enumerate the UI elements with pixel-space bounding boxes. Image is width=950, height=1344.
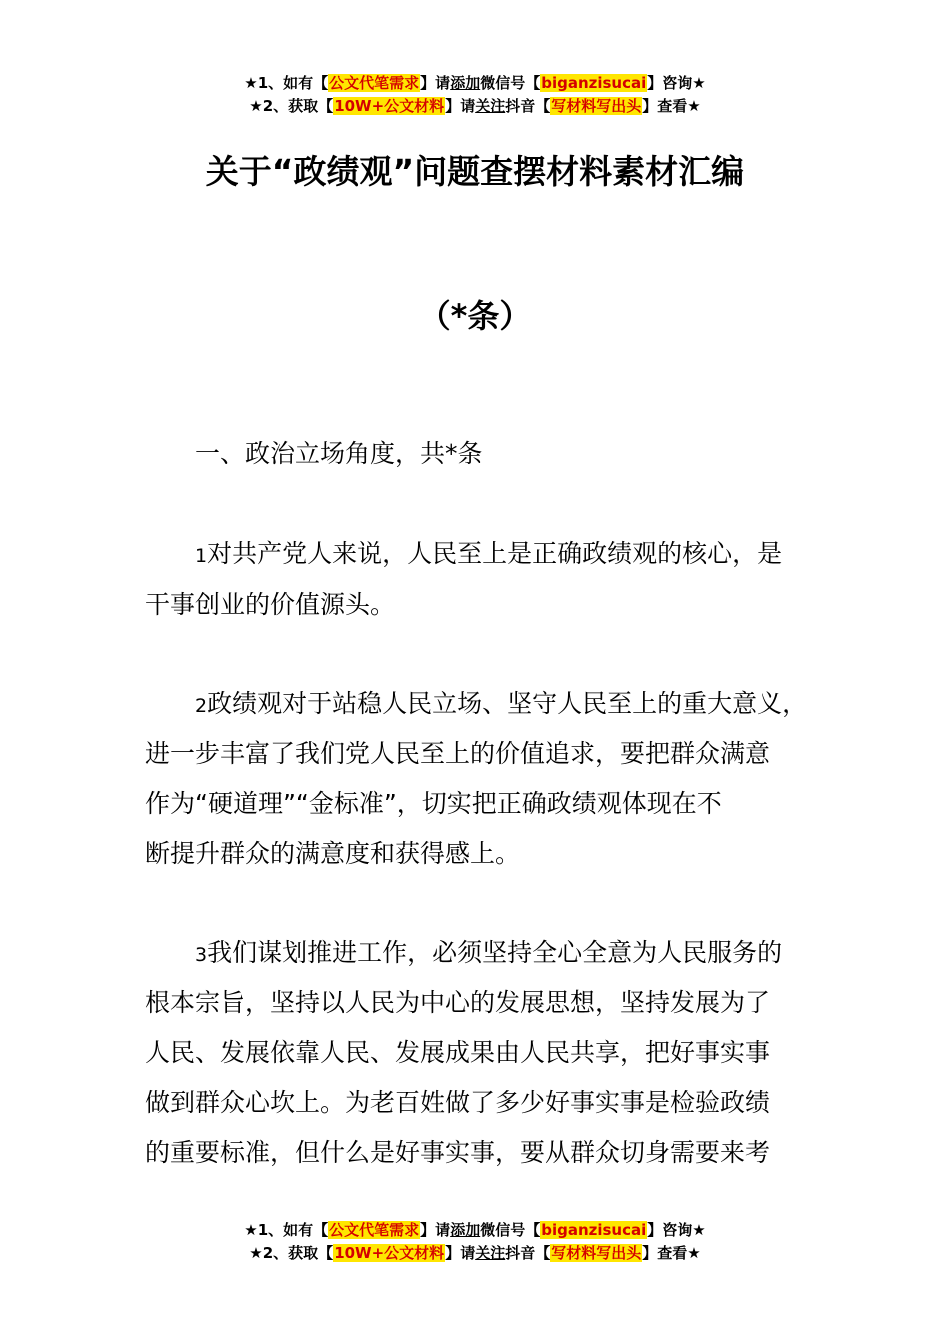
promo-text: ★2、获取【 (249, 97, 334, 115)
promo-text: 】请 (420, 1221, 451, 1239)
header-promo-line-1 (0, 73, 950, 93)
section-heading: 一、政治立场角度，共*条 (195, 439, 483, 468)
promo-highlight-wechat-id: biganzisucai (541, 74, 647, 92)
paragraph-text: 我们谋划推进工作，必须坚持全心全意为人民服务的 (207, 938, 783, 967)
promo-underline: 关注 (475, 97, 506, 115)
promo-highlight: 公文代笔需求 (329, 74, 420, 92)
paragraph-line: 作为“硬道理”“金标准”，切实把正确政绩观体现在不 (145, 789, 722, 818)
item-number: 3 (195, 944, 208, 966)
footer-promo-line-2 (0, 1243, 950, 1263)
promo-highlight: 10W+公文材料 (334, 1244, 445, 1262)
header-promo-line-2 (0, 96, 950, 116)
promo-text: 】请 (445, 97, 476, 115)
promo-text: ★1、如有【 (244, 1221, 329, 1239)
paragraph-line: 的重要标准，但什么是好事实事，要从群众切身需要来考 (145, 1138, 771, 1167)
item-number: 2 (195, 695, 208, 717)
item-number: 1 (195, 545, 208, 567)
promo-text: 微信号【 (480, 1221, 541, 1239)
promo-text: 】请 (445, 1244, 476, 1262)
promo-highlight-wechat-id: biganzisucai (541, 1221, 647, 1239)
paragraph-line: 干事创业的价值源头。 (145, 590, 396, 619)
paragraph-line: 根本宗旨，坚持以人民为中心的发展思想，坚持发展为了 (145, 988, 771, 1017)
paragraph-line: 做到群众心坎上。为老百姓做了多少好事实事是检验政绩 (145, 1088, 771, 1117)
promo-highlight-douyin: 写材料写出头 (551, 1244, 642, 1262)
promo-text: 】查看★ (642, 97, 701, 115)
promo-highlight: 公文代笔需求 (329, 1221, 420, 1239)
document-title: 关于“政绩观”问题查摆材料素材汇编 (205, 152, 745, 191)
promo-text: 抖音【 (505, 1244, 551, 1262)
promo-text: 】请 (420, 74, 451, 92)
promo-underline: 添加 (450, 74, 481, 92)
paragraph-line: 人民、发展依靠人民、发展成果由人民共享，把好事实事 (145, 1038, 771, 1067)
paragraph-line: 进一步丰富了我们党人民至上的价值追求，要把群众满意 (145, 739, 771, 768)
promo-text: 抖音【 (505, 97, 551, 115)
document-subtitle: （*条） (418, 297, 532, 335)
promo-text: ★1、如有【 (244, 74, 329, 92)
promo-text: 】查看★ (642, 1244, 701, 1262)
promo-text: ★2、获取【 (249, 1244, 334, 1262)
promo-highlight-douyin: 写材料写出头 (551, 97, 642, 115)
paragraph-line (195, 686, 807, 724)
promo-text: 】咨询★ (647, 74, 706, 92)
paragraph-line (195, 536, 782, 574)
paragraph-line (195, 935, 782, 973)
footer-promo-line-1 (0, 1220, 950, 1240)
promo-highlight: 10W+公文材料 (334, 97, 445, 115)
promo-text: 微信号【 (480, 74, 541, 92)
promo-underline: 关注 (475, 1244, 506, 1262)
paragraph-line: 断提升群众的满意度和获得感上。 (145, 839, 521, 868)
paragraph-text: 政绩观对于站稳人民立场、坚守人民至上的重大意义， (207, 689, 808, 718)
promo-text: 】咨询★ (647, 1221, 706, 1239)
promo-underline: 添加 (450, 1221, 481, 1239)
paragraph-text: 对共产党人来说，人民至上是正确政绩观的核心，是 (207, 539, 783, 568)
